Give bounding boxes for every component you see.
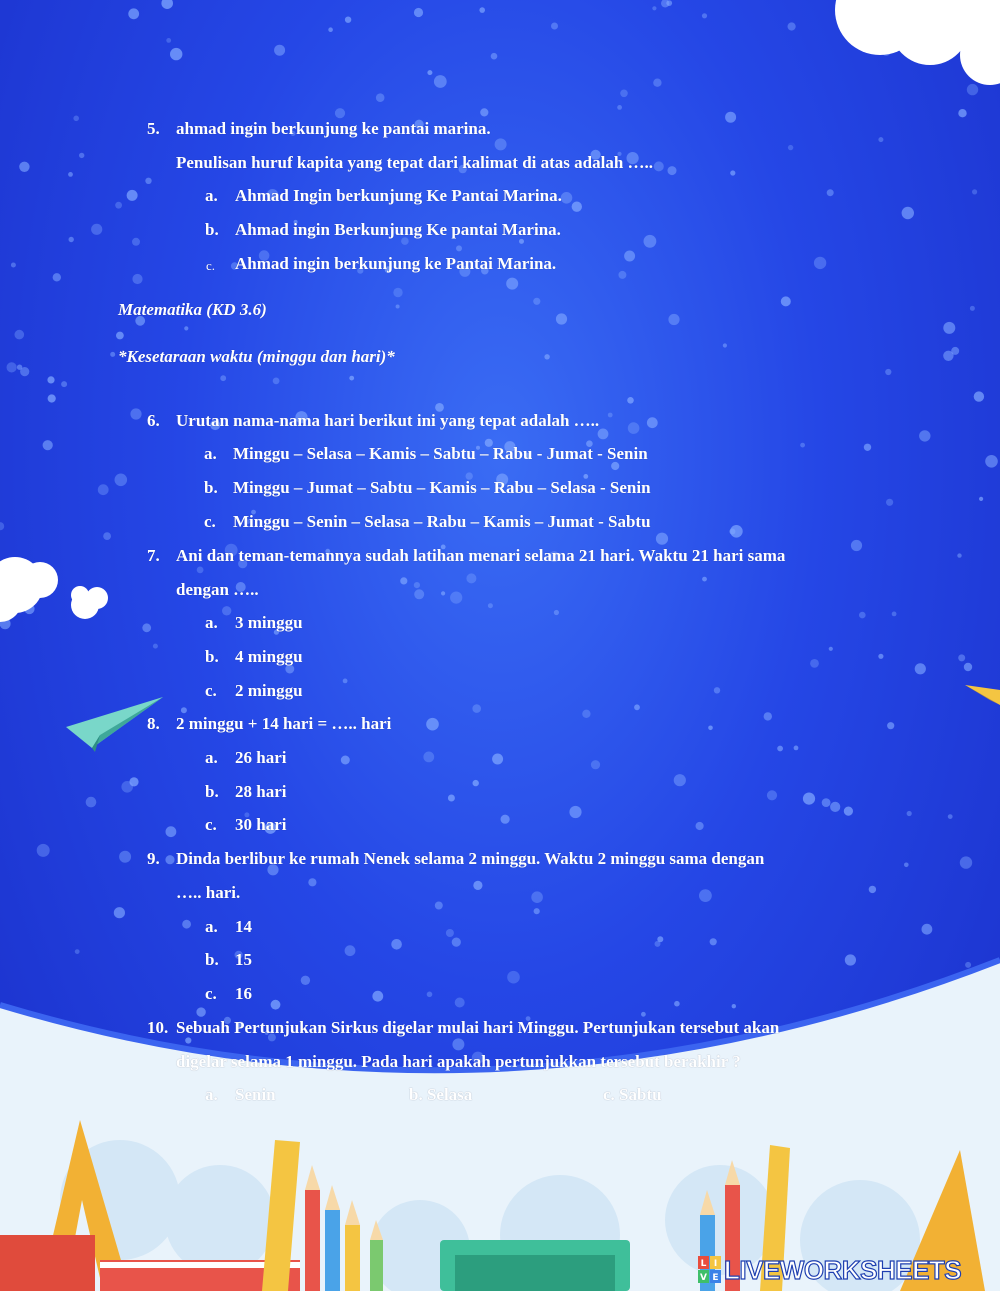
q6-option-b-letter: b. <box>204 478 218 497</box>
q10-option-b[interactable]: b. Selasa <box>409 1085 473 1104</box>
q10-option-c[interactable]: c. Sabtu <box>603 1085 662 1104</box>
q6-option-b[interactable]: Minggu – Jumat – Sabtu – Kamis – Rabu – Selasa - Senin <box>233 478 651 497</box>
q9-option-b[interactable]: 15 <box>235 950 252 969</box>
q8-number: 8. <box>147 714 160 733</box>
q6-option-c-letter: c. <box>204 512 216 531</box>
q5-number: 5. <box>147 119 160 138</box>
liveworksheets-brand[interactable] <box>698 1255 961 1285</box>
q5-instruction: Penulisan huruf kapita yang tepat dari kalimat di atas adalah ….. <box>176 153 654 172</box>
q7-question-line1: Ani dan teman-temannya sudah latihan menari selama 21 hari. Waktu 21 hari sama <box>176 546 786 565</box>
q7-number: 7. <box>147 546 160 565</box>
q9-option-a-letter: a. <box>205 917 218 936</box>
q10-number: 10. <box>147 1018 169 1037</box>
q9-option-a[interactable]: 14 <box>235 917 252 936</box>
q9-question-line1: Dinda berlibur ke rumah Nenek selama 2 minggu. Waktu 2 minggu sama dengan <box>176 849 765 868</box>
logo-letter-l: L <box>700 1259 707 1269</box>
q5-option-a[interactable]: Ahmad Ingin berkunjung Ke Pantai Marina. <box>235 186 562 205</box>
q10-question-line1: Sebuah Pertunjukan Sirkus digelar mulai hari Minggu. Pertunjukan tersebut akan <box>176 1018 780 1037</box>
paper-plane-right-icon <box>965 685 1000 705</box>
q7-option-b-letter: b. <box>205 647 219 666</box>
q9-number: 9. <box>147 849 160 868</box>
q10-question-line2: digelar selama 1 minggu. Pada hari apakah pertunjukkan tersebut berakhir ? <box>176 1052 741 1071</box>
q8-option-a-letter: a. <box>205 748 218 767</box>
q9-option-c-letter: c. <box>205 984 217 1003</box>
logo-letter-i: I <box>713 1259 718 1269</box>
q7-option-a-letter: a. <box>205 613 218 632</box>
q7-option-b[interactable]: 4 minggu <box>235 647 303 666</box>
q5-option-b-letter: b. <box>205 220 219 239</box>
cloud-left <box>0 557 108 622</box>
liveworksheets-logo-icon <box>698 1256 722 1284</box>
q7-option-c[interactable]: 2 minggu <box>235 681 303 700</box>
q8-option-a[interactable]: 26 hari <box>235 748 287 767</box>
q6-number: 6. <box>147 411 160 430</box>
cloud-top-right <box>835 0 1000 85</box>
section-topic: *Kesetaraan waktu (minggu dan hari)* <box>118 347 395 366</box>
q5-question: ahmad ingin berkunjung ke pantai marina. <box>176 119 491 138</box>
q7-option-c-letter: c. <box>205 681 217 700</box>
section-subject: Matematika (KD 3.6) <box>118 300 267 319</box>
logo-letter-v: V <box>700 1273 707 1283</box>
q7-question-line2: dengan ….. <box>176 580 259 599</box>
q6-option-a[interactable]: Minggu – Selasa – Kamis – Sabtu – Rabu - Jumat - Senin <box>233 444 648 463</box>
q6-question: Urutan nama-nama hari berikut ini yang tepat adalah ….. <box>176 411 600 430</box>
q9-question-line2: ….. hari. <box>176 883 241 902</box>
notebook-icon <box>440 1240 630 1291</box>
q9-option-c[interactable]: 16 <box>235 984 252 1003</box>
q8-question: 2 minggu + 14 hari = ….. hari <box>176 714 392 733</box>
q6-option-a-letter: a. <box>204 444 217 463</box>
q9-option-b-letter: b. <box>205 950 219 969</box>
q6-option-c[interactable]: Minggu – Senin – Selasa – Rabu – Kamis – Jumat - Sabtu <box>233 512 651 531</box>
q5-option-c[interactable]: Ahmad ingin berkunjung ke Pantai Marina. <box>235 254 557 273</box>
q10-option-a-letter: a. <box>205 1085 218 1104</box>
q8-option-c-letter: c. <box>205 815 217 834</box>
q7-option-a[interactable]: 3 minggu <box>235 613 303 632</box>
liveworksheets-wordmark: LIVEWORKSHEETS <box>724 1254 962 1285</box>
q10-option-a[interactable]: Senin <box>235 1085 276 1104</box>
logo-letter-e: E <box>712 1273 719 1283</box>
q8-option-c[interactable]: 30 hari <box>235 815 287 834</box>
q8-option-b[interactable]: 28 hari <box>235 782 287 801</box>
q8-option-b-letter: b. <box>205 782 219 801</box>
q5-option-a-letter: a. <box>205 186 218 205</box>
q5-option-b[interactable]: Ahmad ingin Berkunjung Ke pantai Marina. <box>235 220 561 239</box>
q5-option-c-letter: c. <box>206 258 216 273</box>
